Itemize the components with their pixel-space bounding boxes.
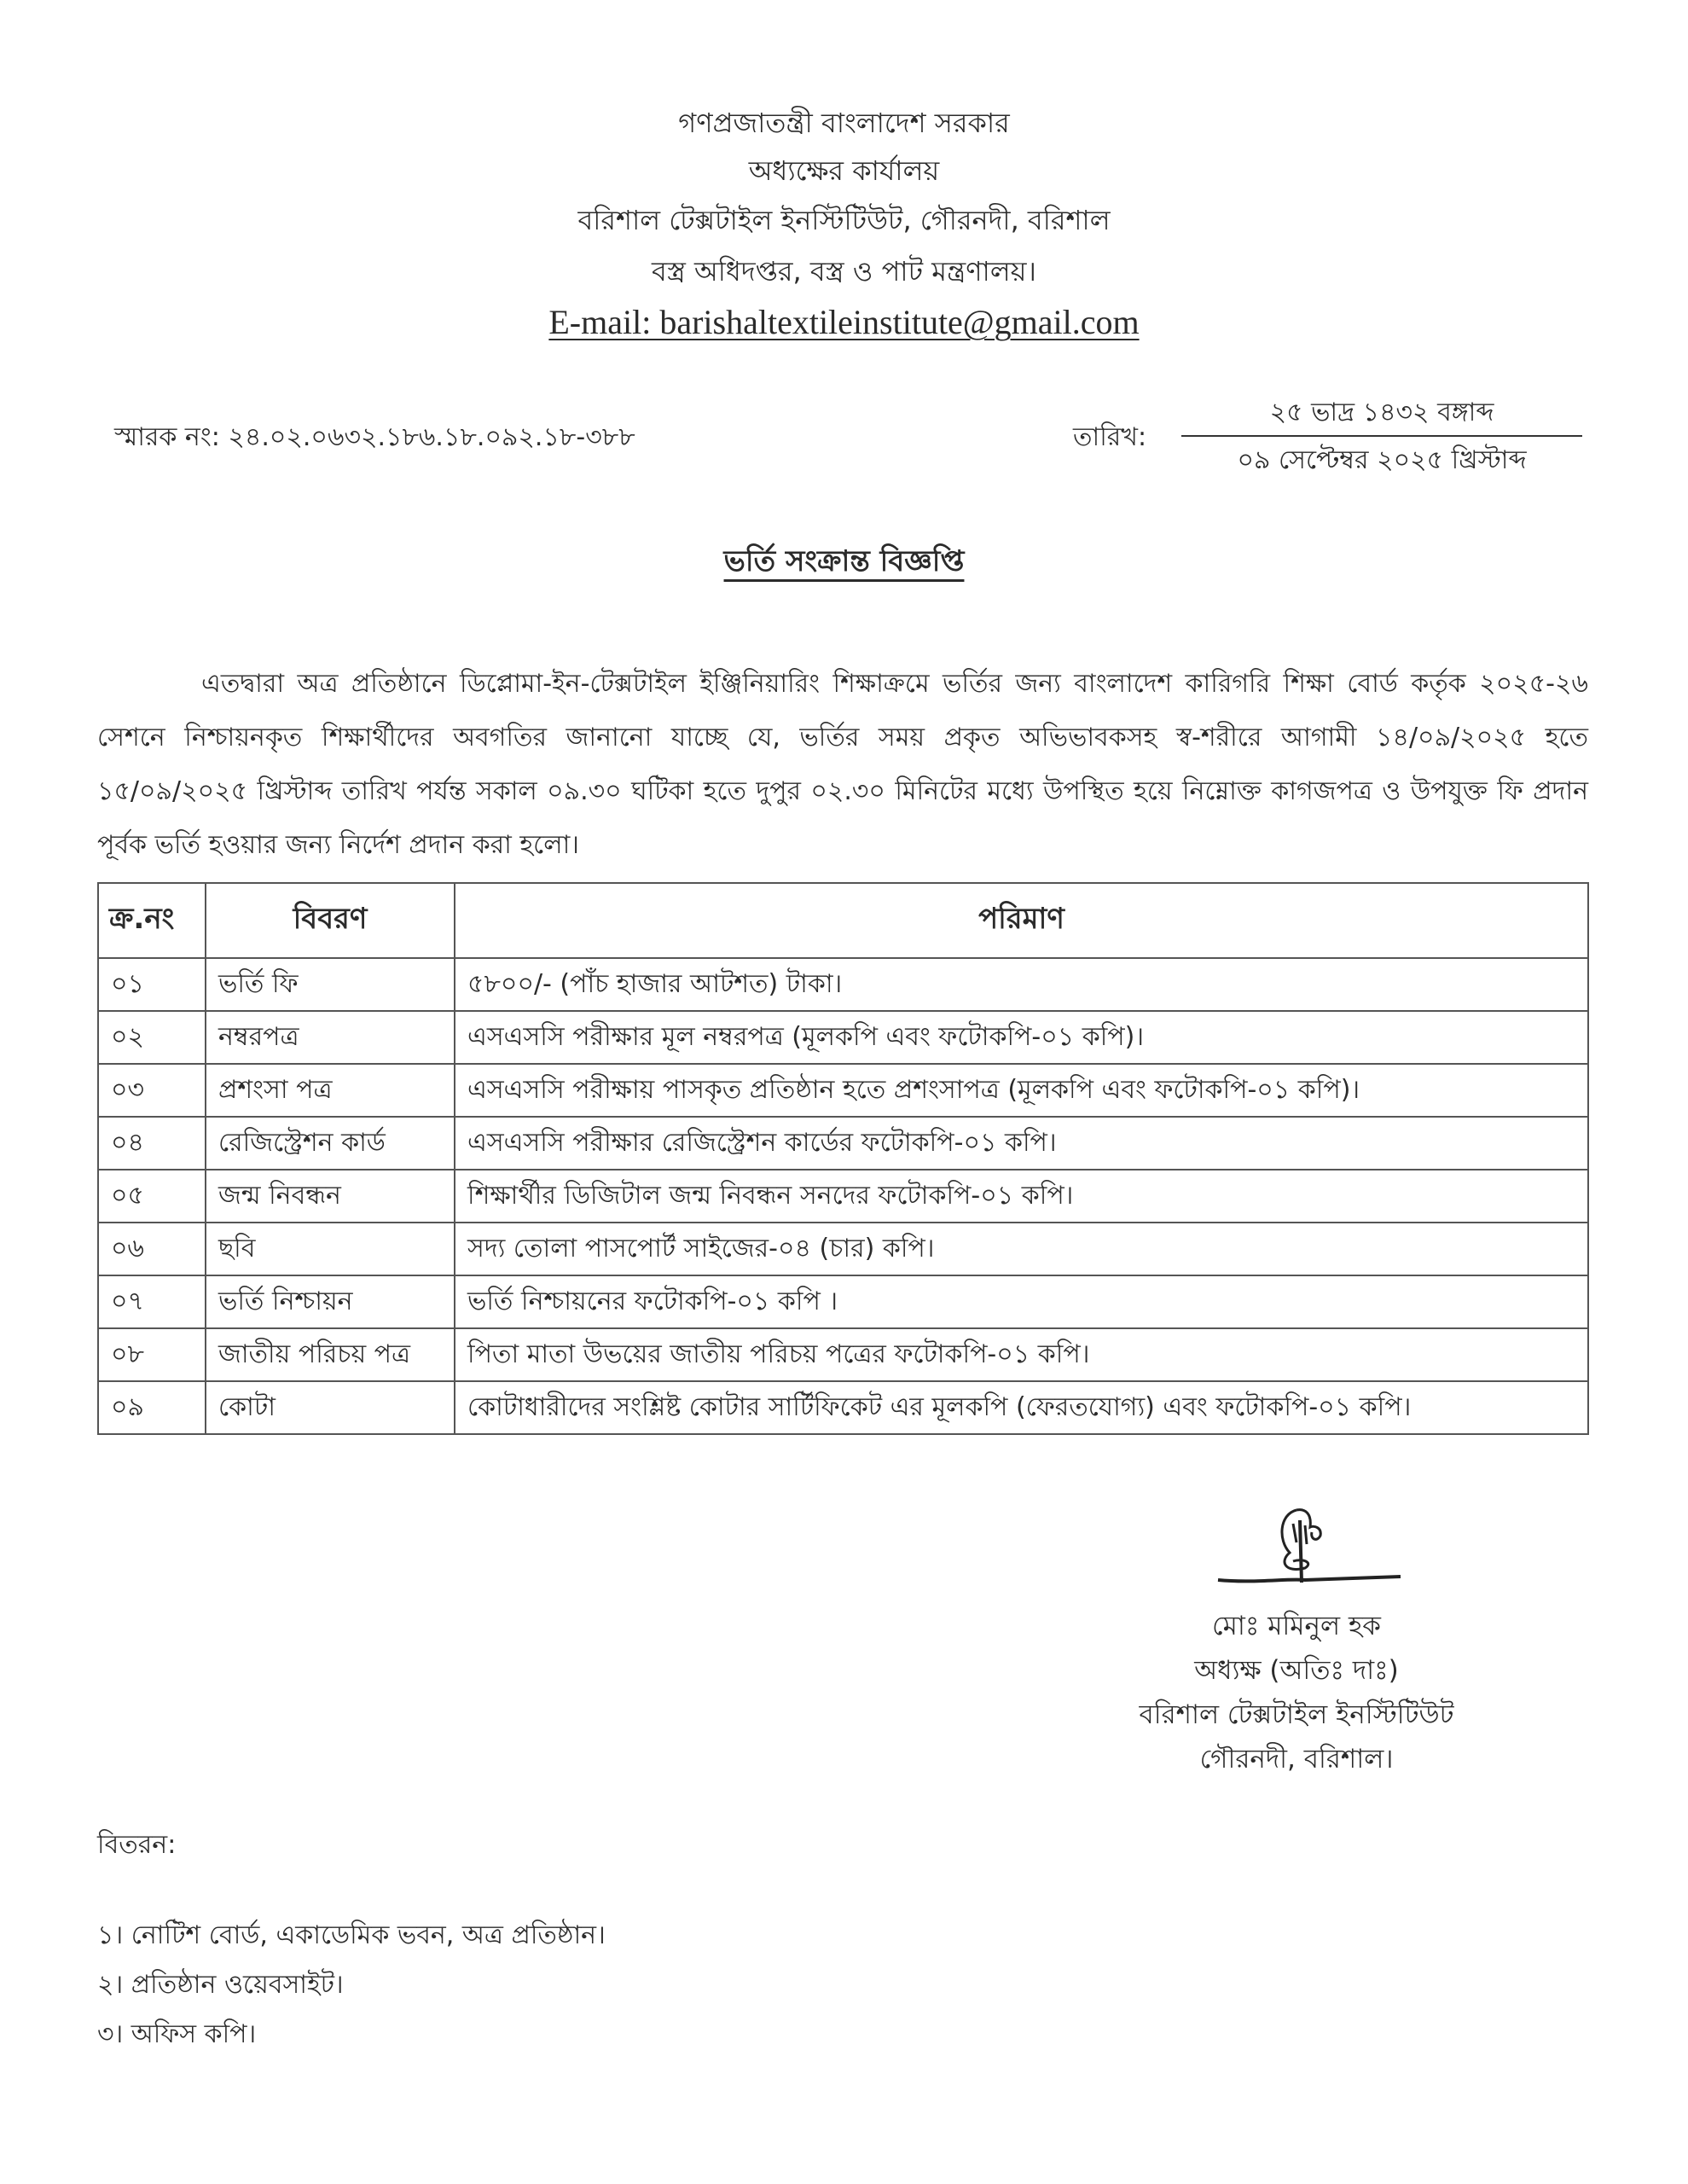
distribution-item: ১। নোটিশ বোর্ড, একাডেমিক ভবন, অত্র প্রতিষ্ঠান।	[97, 1920, 606, 1950]
requirements-table	[97, 882, 1589, 1435]
table-row	[98, 1328, 1588, 1381]
cell-serial: ০৬	[98, 1223, 206, 1275]
header-institute: বরিশাল টেক্সটাইল ইনস্টিটিউট, গৌরনদী, বরিশাল	[577, 204, 1111, 236]
cell-serial: ০৮	[98, 1328, 206, 1381]
cell-description: প্রশংসা পত্র	[206, 1064, 455, 1117]
header-description: বিবরণ	[206, 883, 455, 958]
cell-description: রেজিস্ট্রেশন কার্ড	[206, 1117, 455, 1170]
signature-image	[1211, 1502, 1407, 1595]
table-row	[98, 1170, 1588, 1223]
cell-quantity: শিক্ষার্থীর ডিজিটাল জন্ম নিবন্ধন সনদের ফটোকপি-০১ কপি।	[455, 1170, 1588, 1223]
notice-body: এতদ্বারা অত্র প্রতিষ্ঠানে ডিপ্লোমা-ইন-টেক্সটাইল ইঞ্জিনিয়ারিং শিক্ষাক্রমে ভর্তির জন্য বাংলাদেশ কারিগরি শিক্ষা বোর্ড কর্তৃক ২০২৫-২৬ সেশনে নিশ্চায়নকৃত শিক্ষার্থীদের অবগতির জানানো যাচ্ছে যে, ভর্তির সময় প্রকৃত অভিভাবকসহ স্ব-শরীরে আগামী ১৪/০৯/২০২৫ হতে ১৫/০৯/২০২৫ খ্রিস্টাব্দ তারিখ পর্যন্ত সকাল ০৯.৩০ ঘটিকা হতে দুপুর ০২.৩০ মিনিটের মধ্যে উপস্থিত হয়ে নিম্নোক্ত কাগজপত্র ও উপযুক্ত ফি প্রদান পূর্বক ভর্তি হওয়ার জন্য নির্দেশ প্রদান করা হলো।	[97, 669, 1588, 860]
distribution-title: বিতরন:	[97, 1830, 177, 1860]
signatory-institute: বরিশাল টেক্সটাইল ইনস্টিটিউট	[1139, 1699, 1454, 1730]
cell-quantity: কোটাধারীদের সংশ্লিষ্ট কোটার সার্টিফিকেট এর মূলকপি (ফেরতযোগ্য) এবং ফটোকপি-০১ কপি।	[455, 1381, 1588, 1434]
cell-serial: ০৭	[98, 1275, 206, 1328]
signatory-designation: অধ্যক্ষ (অতিঃ দাঃ)	[1194, 1655, 1399, 1686]
header-serial: ক্র.নং	[98, 883, 206, 958]
table-row	[98, 1223, 1588, 1275]
date-label: তারিখ:	[1073, 422, 1147, 452]
cell-description: জাতীয় পরিচয় পত্র	[206, 1328, 455, 1381]
signatory-name: মোঃ মমিনুল হক	[1212, 1611, 1381, 1641]
date-gregorian: ০৯ সেপ্টেম্বর ২০২৫ খ্রিস্টাব্দ	[1237, 445, 1527, 475]
cell-serial: ০৪	[98, 1117, 206, 1170]
subject-row	[0, 539, 1688, 588]
distribution-item: ৩। অফিস কপি।	[97, 2019, 257, 2049]
memo-reference: স্মারক নং: ২৪.০২.০৬৩২.১৮৬.১৮.০৯২.১৮-৩৮৮	[114, 422, 635, 452]
cell-description: ভর্তি নিশ্চায়ন	[206, 1275, 455, 1328]
distribution-list	[97, 1911, 606, 2059]
date-bangla: ২৫ ভাদ্র ১৪৩২ বঙ্গাব্দ	[1181, 394, 1582, 437]
cell-serial: ০১	[98, 958, 206, 1011]
cell-quantity: ৫৮০০/- (পাঁচ হাজার আটশত) টাকা।	[455, 958, 1588, 1011]
date-block	[1181, 394, 1582, 479]
cell-description: ভর্তি ফি	[206, 958, 455, 1011]
header-ministry: বস্ত্র অধিদপ্তর, বস্ত্র ও পাট মন্ত্রণালয়।	[652, 255, 1036, 288]
header-email-row	[0, 300, 1688, 345]
signature-block	[1075, 1604, 1518, 1781]
table-row	[98, 1117, 1588, 1170]
cell-description: নম্বরপত্র	[206, 1011, 455, 1064]
table-body	[98, 958, 1588, 1434]
table-row	[98, 1275, 1588, 1328]
cell-serial: ০৯	[98, 1381, 206, 1434]
table-header-row	[98, 883, 1588, 958]
cell-description: ছবি	[206, 1223, 455, 1275]
table-row	[98, 958, 1588, 1011]
header-government: গণপ্রজাতন্ত্রী বাংলাদেশ সরকার	[678, 107, 1010, 139]
header-email-link[interactable]: E-mail: barishaltextileinstitute@gmail.com	[548, 303, 1140, 341]
cell-serial: ০৫	[98, 1170, 206, 1223]
header-office: অধ্যক্ষের কার্যালয়	[748, 154, 940, 187]
cell-description: কোটা	[206, 1381, 455, 1434]
cell-description: জন্ম নিবন্ধন	[206, 1170, 455, 1223]
cell-serial: ০২	[98, 1011, 206, 1064]
cell-quantity: এসএসসি পরীক্ষার রেজিস্ট্রেশন কার্ডের ফটোকপি-০১ কপি।	[455, 1117, 1588, 1170]
notice-subject: ভর্তি সংক্রান্ত বিজ্ঞপ্তি	[723, 544, 965, 578]
header-quantity: পরিমাণ	[455, 883, 1588, 958]
table-row	[98, 1064, 1588, 1117]
distribution-item: ২। প্রতিষ্ঠান ওয়েবসাইট।	[97, 1970, 344, 2000]
cell-quantity: ভর্তি নিশ্চায়নের ফটোকপি-০১ কপি ।	[455, 1275, 1588, 1328]
cell-quantity: এসএসসি পরীক্ষার মূল নম্বরপত্র (মূলকপি এবং ফটোকপি-০১ কপি)।	[455, 1011, 1588, 1064]
signatory-location: গৌরনদী, বরিশাল।	[1199, 1744, 1394, 1774]
cell-quantity: এসএসসি পরীক্ষায় পাসকৃত প্রতিষ্ঠান হতে প্রশংসাপত্র (মূলকপি এবং ফটোকপি-০১ কপি)।	[455, 1064, 1588, 1117]
cell-quantity: সদ্য তোলা পাসপোর্ট সাইজের-০৪ (চার) কপি।	[455, 1223, 1588, 1275]
table-row	[98, 1011, 1588, 1064]
table-row	[98, 1381, 1588, 1434]
cell-serial: ০৩	[98, 1064, 206, 1117]
cell-quantity: পিতা মাতা উভয়ের জাতীয় পরিচয় পত্রের ফটোকপি-০১ কপি।	[455, 1328, 1588, 1381]
